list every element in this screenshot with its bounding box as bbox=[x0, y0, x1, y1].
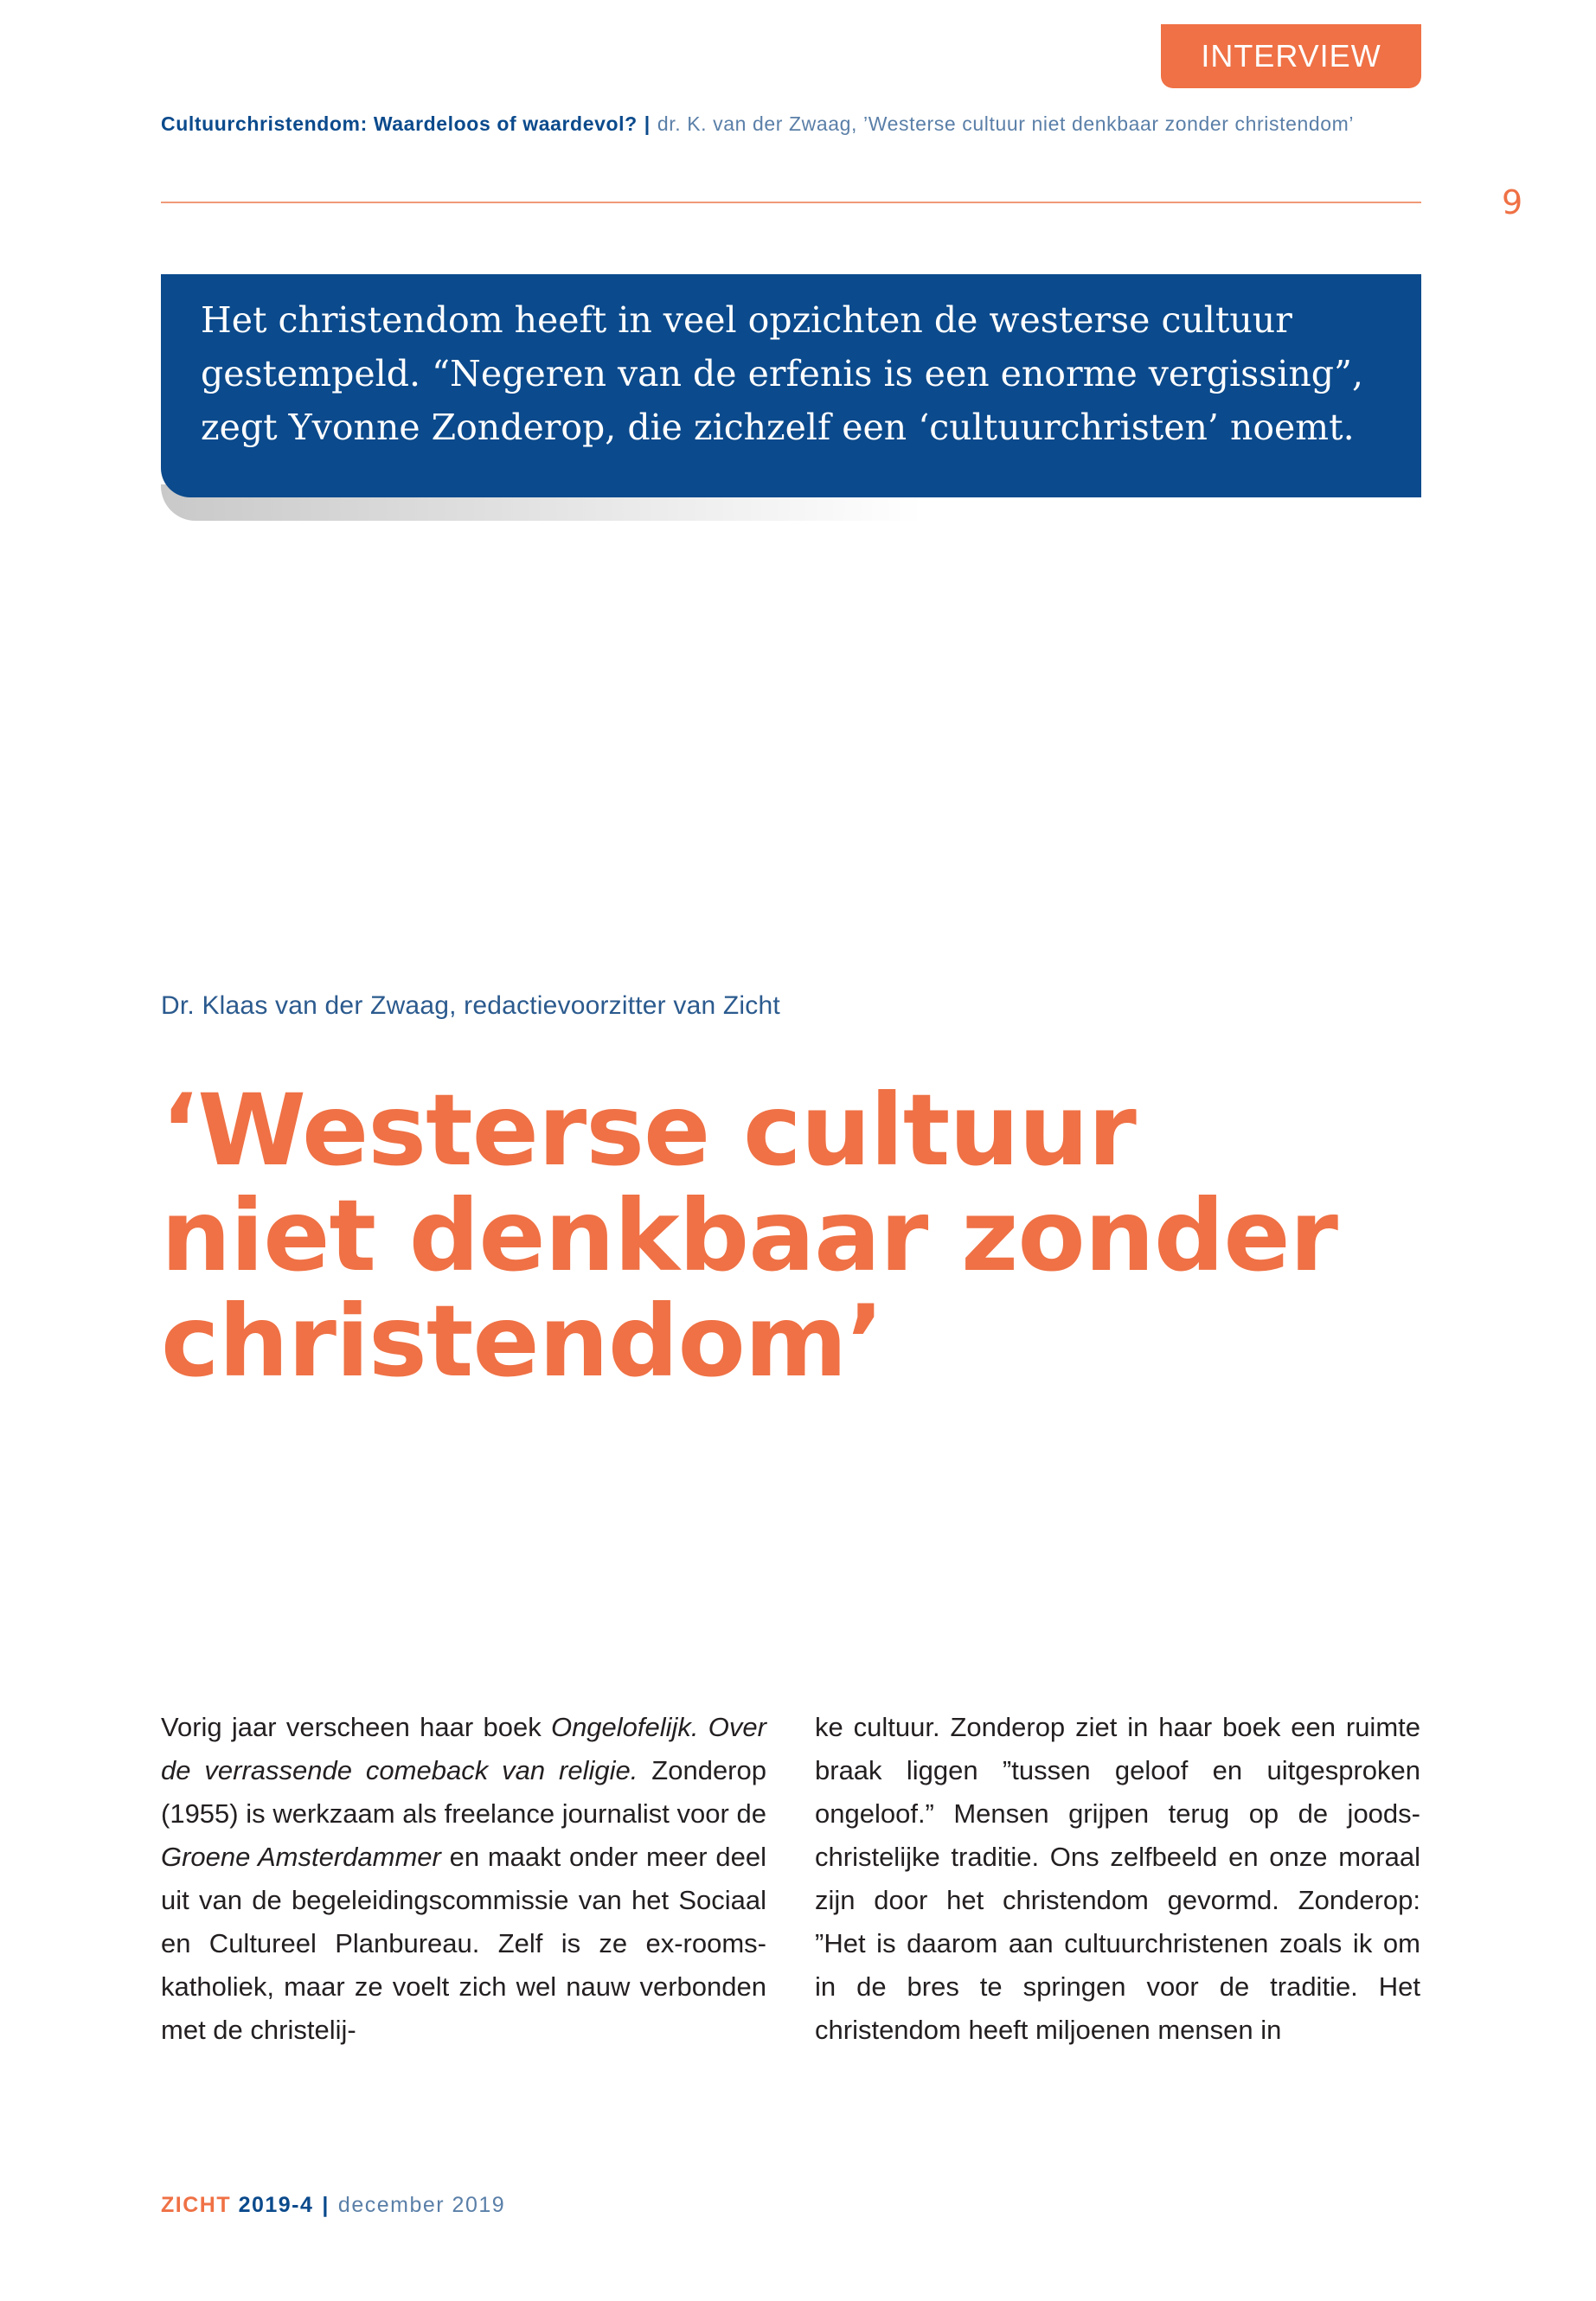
headline-line: christendom’ bbox=[161, 1284, 883, 1399]
page-number: 9 bbox=[1502, 183, 1523, 221]
footer-issue: 2019-4 bbox=[238, 2193, 314, 2217]
intro-line: zegt Yvonne Zonderop, die zichzelf een ‘cultuurchristen’ noemt. bbox=[201, 407, 1355, 448]
headline-line: ‘Westerse cultuur bbox=[161, 1073, 1136, 1188]
body-text: ke cultuur. Zonderop ziet in haar boek een ruimte braak liggen ”tussen geloof en uitgesproken ongeloof.” Mensen grijpen terug op de joods-christelijke traditie. Ons zelfbeeld en onze moraal zijn door het christendom gevormd. Zonderop: ”Het is daarom aan cultuurchristenen zoals ik om in de bres te springen voor de traditie. Het christendom heeft miljoenen mensen in bbox=[815, 1712, 1420, 2045]
magazine-title: Groene Amsterdammer bbox=[161, 1842, 441, 1872]
body-text: Zonderop (1955) is werkzaam als freelance journalist voor de bbox=[161, 1755, 766, 1829]
intro-line: gestempeld. “Negeren van de erfenis is een enorme vergissing”, bbox=[201, 353, 1363, 394]
page-footer bbox=[161, 2193, 505, 2218]
running-header bbox=[161, 112, 1424, 136]
intro-text bbox=[201, 293, 1394, 454]
footer-magazine: ZICHT bbox=[161, 2193, 232, 2217]
header-separator: | bbox=[644, 112, 651, 135]
body-column-left bbox=[161, 1706, 766, 2052]
headline-line: niet denkbaar zonder bbox=[161, 1178, 1337, 1293]
header-rule bbox=[161, 202, 1421, 203]
series-title: Cultuurchristendom: Waardeloos of waardevol? bbox=[161, 112, 638, 135]
intro-line: Het christendom heeft in veel opzichten de westerse cultuur bbox=[201, 299, 1292, 341]
intro-box bbox=[161, 274, 1421, 497]
body-text: Vorig jaar verscheen haar boek bbox=[161, 1712, 551, 1742]
body-text: en maakt onder meer deel uit van de begeleidingscommissie van het Sociaal en Cultureel Planbureau. Zelf is ze ex-rooms-katholiek, maar ze voelt zich wel nauw verbonden met de christelij- bbox=[161, 1842, 766, 2045]
author-byline: Dr. Klaas van der Zwaag, redactievoorzitter van Zicht bbox=[161, 991, 780, 1020]
book-title: Ongelofelijk. Over de verrassende comeback van religie. bbox=[161, 1712, 766, 1785]
footer-date: december 2019 bbox=[337, 2193, 506, 2217]
section-tab: INTERVIEW bbox=[1161, 24, 1421, 88]
article-reference: dr. K. van der Zwaag, ’Westerse cultuur niet denkbaar zonder christendom’ bbox=[657, 112, 1355, 135]
article-headline bbox=[161, 1073, 1415, 1399]
footer-separator: | bbox=[322, 2193, 330, 2217]
body-column-right bbox=[815, 1706, 1420, 2052]
